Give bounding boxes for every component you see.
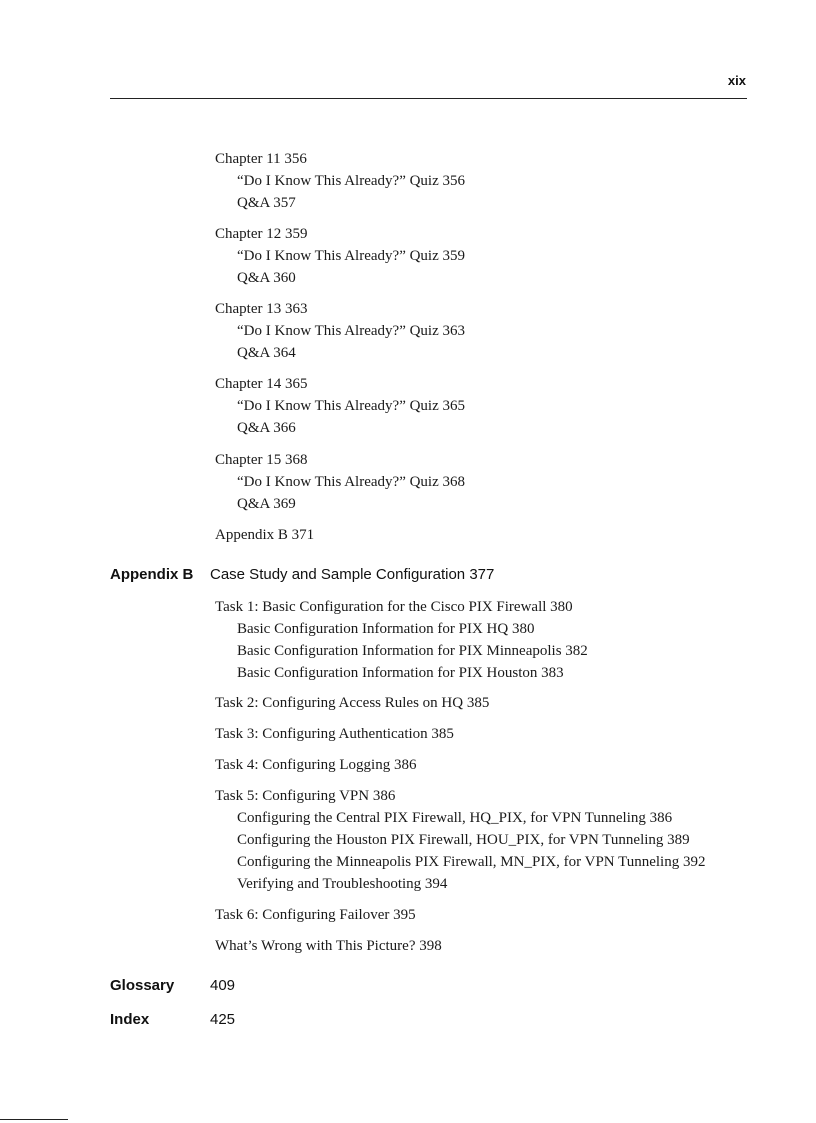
appendix-b-title: Case Study and Sample Configuration 377: [210, 566, 495, 583]
toc-entry: “Do I Know This Already?” Quiz 356: [237, 173, 466, 189]
toc-task-1: Task 1: Basic Configuration for the Cisco PIX Firewall 380: [215, 599, 573, 615]
toc-entry: Q&A 369: [237, 496, 296, 512]
toc-task-2: Task 2: Configuring Access Rules on HQ 385: [215, 695, 490, 711]
toc-entry: Configuring the Houston PIX Firewall, HOU_PIX, for VPN Tunneling 389: [237, 832, 690, 848]
toc-entry: Configuring the Minneapolis PIX Firewall, MN_PIX, for VPN Tunneling 392: [237, 854, 706, 870]
toc-entry: Q&A 366: [237, 420, 296, 436]
toc-entry: Verifying and Troubleshooting 394: [237, 876, 448, 892]
toc-chapter-14: Chapter 14 365: [215, 376, 308, 392]
toc-entry: “Do I Know This Already?” Quiz 365: [237, 398, 466, 414]
toc-whats-wrong: What’s Wrong with This Picture? 398: [215, 938, 442, 954]
toc-entry: Q&A 357: [237, 195, 296, 211]
toc-chapter-12: Chapter 12 359: [215, 226, 308, 242]
toc-entry: Basic Configuration Information for PIX HQ 380: [237, 621, 535, 637]
toc-entry: “Do I Know This Already?” Quiz 359: [237, 248, 466, 264]
page-number: xix: [727, 73, 746, 88]
toc-chapter-11: Chapter 11 356: [215, 151, 307, 167]
toc-entry: Q&A 360: [237, 270, 296, 286]
glossary-label: Glossary: [110, 977, 175, 994]
footer-rule: [0, 1119, 68, 1120]
index-page: 425: [210, 1011, 236, 1028]
toc-task-6: Task 6: Configuring Failover 395: [215, 907, 416, 923]
toc-appendix-b-answers: Appendix B 371: [215, 527, 315, 543]
toc-chapter-13: Chapter 13 363: [215, 301, 308, 317]
appendix-b-label: Appendix B: [110, 566, 194, 583]
toc-entry: Q&A 364: [237, 345, 296, 361]
toc-entry: Configuring the Central PIX Firewall, HQ_PIX, for VPN Tunneling 386: [237, 810, 673, 826]
index-label: Index: [110, 1011, 150, 1028]
header-rule: [110, 98, 747, 99]
toc-entry: Basic Configuration Information for PIX Minneapolis 382: [237, 643, 588, 659]
toc-entry: Basic Configuration Information for PIX Houston 383: [237, 665, 564, 681]
glossary-page: 409: [210, 977, 236, 994]
toc-entry: “Do I Know This Already?” Quiz 363: [237, 323, 466, 339]
toc-task-3: Task 3: Configuring Authentication 385: [215, 726, 454, 742]
toc-task-4: Task 4: Configuring Logging 386: [215, 757, 417, 773]
toc-chapter-15: Chapter 15 368: [215, 452, 308, 468]
toc-entry: “Do I Know This Already?” Quiz 368: [237, 474, 466, 490]
toc-task-5: Task 5: Configuring VPN 386: [215, 788, 396, 804]
